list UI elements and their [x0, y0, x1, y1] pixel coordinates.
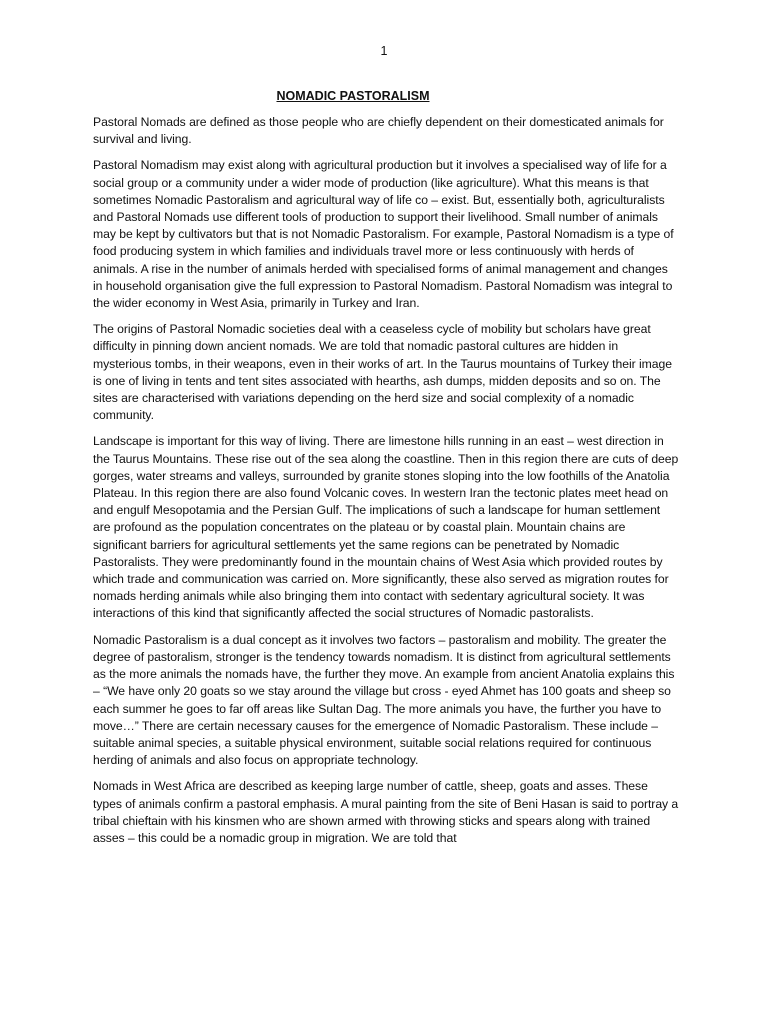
- paragraph-agriculture: Pastoral Nomadism may exist along with agricultural production but it involves a specialised way of life for a social group or a community under a wider mode of production (like agriculture). What this means is that sometimes Nomadic Pastoralism and agricultural way of life co – exist. But, essentially both, agriculturalists and Pastoral Nomads use different tools of production to support their livelihood. Small number of animals may be kept by cultivators but that is not Nomadic Pastoralism. For example, Pastoral Nomadism is a type of food producing system in which families and individuals travel more or less continuously with herds of animals. A rise in the number of animals herded with specialised forms of animal management and changes in household organisation give the full expression to Pastoral Nomadism. Pastoral Nomadism was integral to the wider economy in West Asia, primarily in Turkey and Iran.: [93, 158, 674, 311]
- paragraph-definition: Pastoral Nomads are defined as those people who are chiefly dependent on their domesticated animals for survival and living.: [93, 115, 664, 147]
- paragraph-west-africa: Nomads in West Africa are described as keeping large number of cattle, sheep, goats and asses. These types of animals confirm a pastoral emphasis. A mural painting from the site of Beni Hasan is said to portray a tribal chieftain with his kinsmen who are shown armed with throwing sticks and spears along with trained asses – this could be a nomadic group in migration. We are told that: [93, 779, 679, 845]
- document-body: [93, 114, 679, 856]
- page-title: NOMADIC PASTORALISM: [276, 89, 430, 103]
- page-number: 1: [380, 44, 388, 58]
- paragraph-dual-concept: Nomadic Pastoralism is a dual concept as it involves two factors – pastoralism and mobility. The greater the degree of pastoralism, stronger is the tendency towards nomadism. It is distinct from agricultural settlements as the more animals the nomads have, the further they move. An example from ancient Anatolia explains this – “We have only 20 goats so we stay around the village but cross - eyed Ahmet has 100 goats and sheep so each summer he goes to far off areas like Sultan Dag. The more animals you have, the further you have to move…” There are certain necessary causes for the emergence of Nomadic Pastoralism. These include – suitable animal species, a suitable physical environment, suitable social relations required for continuous herding of animals and also focus on appropriate technology.: [93, 632, 675, 768]
- paragraph-landscape: Landscape is important for this way of living. There are limestone hills running in an east – west direction in the Taurus Mountains. These rise out of the sea along the coastline. Then in this region there are cuts of deep gorges, water streams and valleys, surrounded by granite stones sloping into the low foothills of the Anatolia Plateau. In this region there are also found Volcanic coves. In western Iran the tectonic plates meet head on and engulf Mesopotamia and the Persian Gulf. The implications of such a landscape for human settlement are profound as the population concentrates on the plateau or by coastal plain. Mountain chains are significant barriers for agricultural settlements yet the same regions can be penetrated by Nomadic Pastoralists. They were predominantly found in the mountain chains of West Asia which provided routes by which trade and communication was carried on. More significantly, these also served as migration routes for nomads herding animals while also bringing them into contact with sedentary agricultural society. It was interactions of this kind that significantly affected the social structures of Nomadic pastoralists.: [93, 434, 679, 621]
- paragraph-origins: The origins of Pastoral Nomadic societies deal with a ceaseless cycle of mobility but scholars have great difficulty in pinning down ancient nomads. We are told that nomadic pastoral cultures are hidden in mysterious tombs, in their weapons, even in their works of art. In the Taurus mountains of Turkey their image is one of living in tents and tent sites associated with hearths, ash dumps, midden deposits and so on. The sites are characterised with variations depending on the herd size and social complexity of a nomadic community.: [93, 322, 672, 423]
